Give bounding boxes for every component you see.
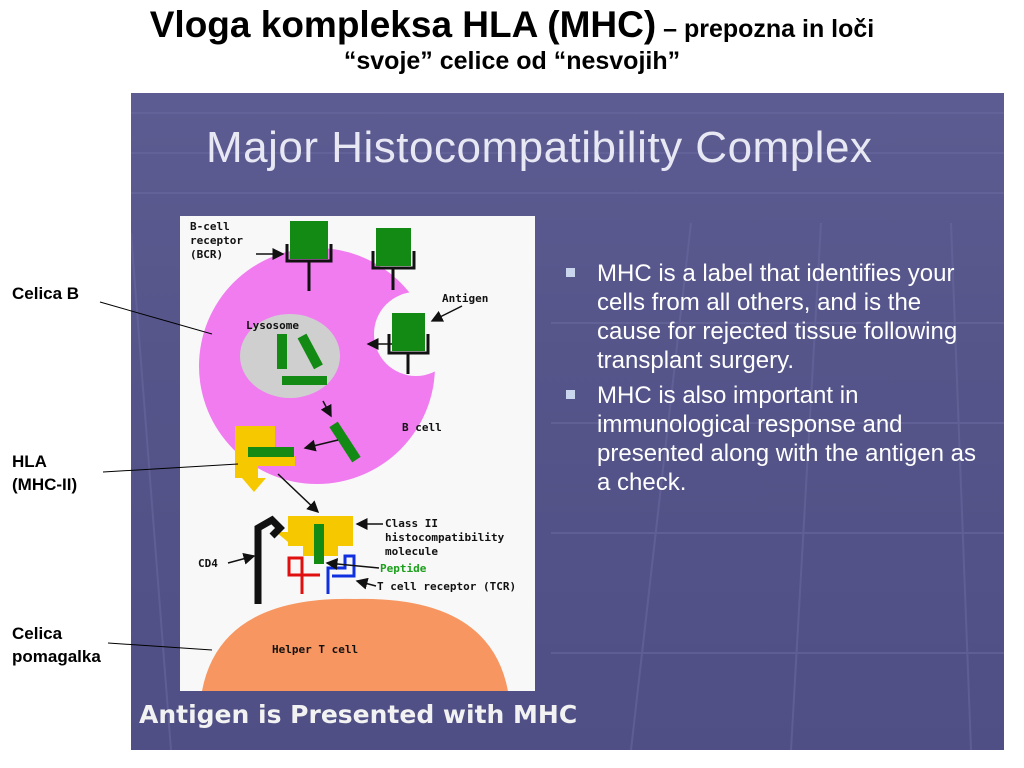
title-line2: “svoje” celice od “nesvojih” — [343, 46, 681, 75]
label-hla-line1: HLA — [12, 452, 47, 471]
lysosome-fragment-3 — [282, 376, 327, 385]
slide-title: Major Histocompatibility Complex — [206, 123, 873, 172]
bullet-text-1: MHC is a label that identifies your cells from all others, and is the cause for rejected tissue following transplant surgery. — [597, 260, 958, 374]
bullet-item — [564, 259, 984, 375]
title-rest: – prepozna in loči — [656, 15, 875, 43]
lysosome-label: Lysosome — [246, 319, 299, 332]
title-main: Vloga kompleksa HLA (MHC) — [149, 4, 657, 45]
presented-peptide — [314, 524, 324, 564]
mhc-diagram — [180, 216, 535, 691]
embedded-slide — [131, 93, 1004, 750]
bcr-label-3: (BCR) — [190, 248, 224, 261]
tcr-blue-chain — [328, 556, 354, 594]
bcr-label-2: receptor — [190, 234, 243, 247]
mhc-diagram-panel — [180, 216, 535, 691]
helper-t-label: Helper T cell — [272, 643, 359, 656]
label-celica-line1: Celica — [12, 624, 63, 643]
lysosome-fragment-1 — [277, 334, 287, 369]
class2-label-1: Class II — [385, 517, 438, 530]
bcr-antigen-2 — [376, 228, 411, 266]
antigen-bound — [392, 313, 425, 351]
class2-label-3: molecule — [385, 545, 438, 558]
peptide-label: Peptide — [380, 562, 427, 575]
label-hla-line2: (MHC-II) — [12, 475, 78, 494]
label-celica-b — [12, 282, 79, 305]
antigen-label: Antigen — [442, 292, 489, 305]
tcr-label: T cell receptor (TCR) — [377, 580, 517, 593]
label-celica-b-text: Celica B — [12, 284, 80, 303]
slide-caption: Antigen is Presented with MHC — [139, 700, 578, 729]
bullet-square-icon — [566, 390, 575, 399]
cd4-molecule — [258, 520, 280, 604]
b-cell-label: B cell — [402, 421, 442, 434]
bullet-text-2: MHC is also important in immunological response and presented along with the antigen as a check. — [597, 382, 976, 496]
label-celica-line2: pomagalka — [12, 647, 101, 666]
mhc-internal-peptide — [248, 447, 294, 457]
cd4-label: CD4 — [198, 557, 218, 570]
slide-bullet-list — [564, 259, 984, 503]
bcr-antigen-1 — [290, 221, 328, 259]
class2-label-2: histocompatibility — [385, 531, 505, 544]
bcr-label-1: B-cell — [190, 220, 230, 233]
label-hla — [12, 450, 77, 496]
bullet-square-icon — [566, 268, 575, 277]
bullet-item — [564, 381, 984, 497]
label-celica-pomagalka — [12, 622, 101, 668]
page-title — [0, 4, 1024, 75]
